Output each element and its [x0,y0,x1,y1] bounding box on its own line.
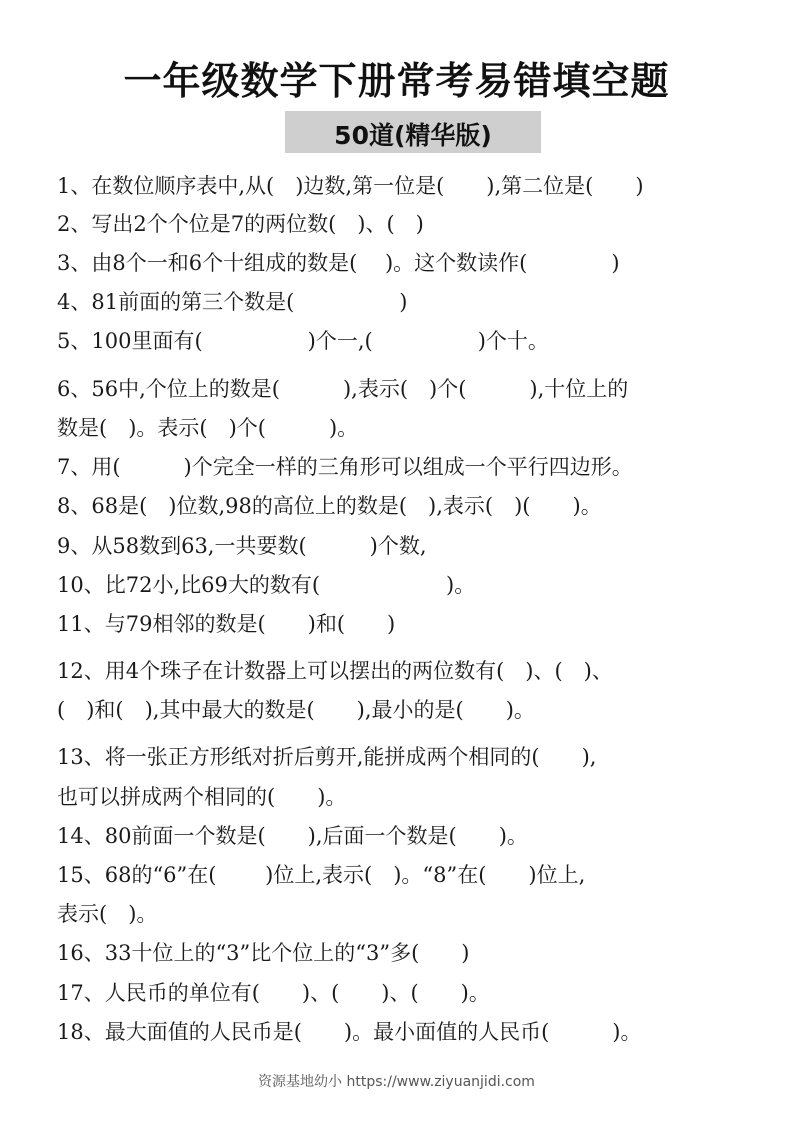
question-line: 3、由8个一和6个十组成的数是( )。这个数读作( ) [57,251,620,275]
question-line: 6、56中,个位上的数是( ),表示( )个( ),十位上的 [57,377,629,401]
question-line: 8、68是( )位数,98的高位上的数是( ),表示( )( )。 [57,494,602,518]
question-line: 9、从58数到63,一共要数( )个数, [57,534,427,558]
question-line: 12、用4个珠子在计数器上可以摆出的两位数有( )、( )、 [57,659,613,683]
question-line: 18、最大面值的人民币是( )。最小面值的人民币( )。 [57,1020,642,1044]
page-title: 一年级数学下册常考易错填空题 [123,59,670,103]
question-line: 15、68的“6”在( )位上,表示( )。“8”在( )位上, [57,863,586,887]
question-line: 也可以拼成两个相同的( )。 [57,785,347,809]
question-line: 表示( )。 [57,902,158,926]
question-line: ( )和( ),其中最大的数是( ),最小的是( )。 [57,698,535,722]
footer-watermark: 资源基地幼小 https://www.ziyuanjidi.com [258,1074,535,1090]
question-line: 2、写出2个个位是7的两位数( )、( ) [57,212,424,236]
page-subtitle: 50道(精华版) [334,121,492,150]
question-line: 7、用( )个完全一样的三角形可以组成一个平行四边形。 [57,455,633,479]
question-line: 13、将一张正方形纸对折后剪开,能拼成两个相同的( ), [57,745,597,769]
question-line: 14、80前面一个数是( ),后面一个数是( )。 [57,824,528,848]
question-line: 10、比72小,比69大的数有( )。 [57,573,476,597]
question-line: 17、人民币的单位有( )、( )、( )。 [57,981,490,1005]
question-line: 1、在数位顺序表中,从( )边数,第一位是( ),第二位是( ) [57,174,644,198]
question-line: 11、与79相邻的数是( )和( ) [57,612,396,636]
question-line: 4、81前面的第三个数是( ) [57,290,408,314]
question-line: 16、33十位上的“3”比个位上的“3”多( ) [57,941,470,965]
question-line: 5、100里面有( )个一,( )个十。 [57,329,549,353]
question-line: 数是( )。表示( )个( )。 [57,416,359,440]
